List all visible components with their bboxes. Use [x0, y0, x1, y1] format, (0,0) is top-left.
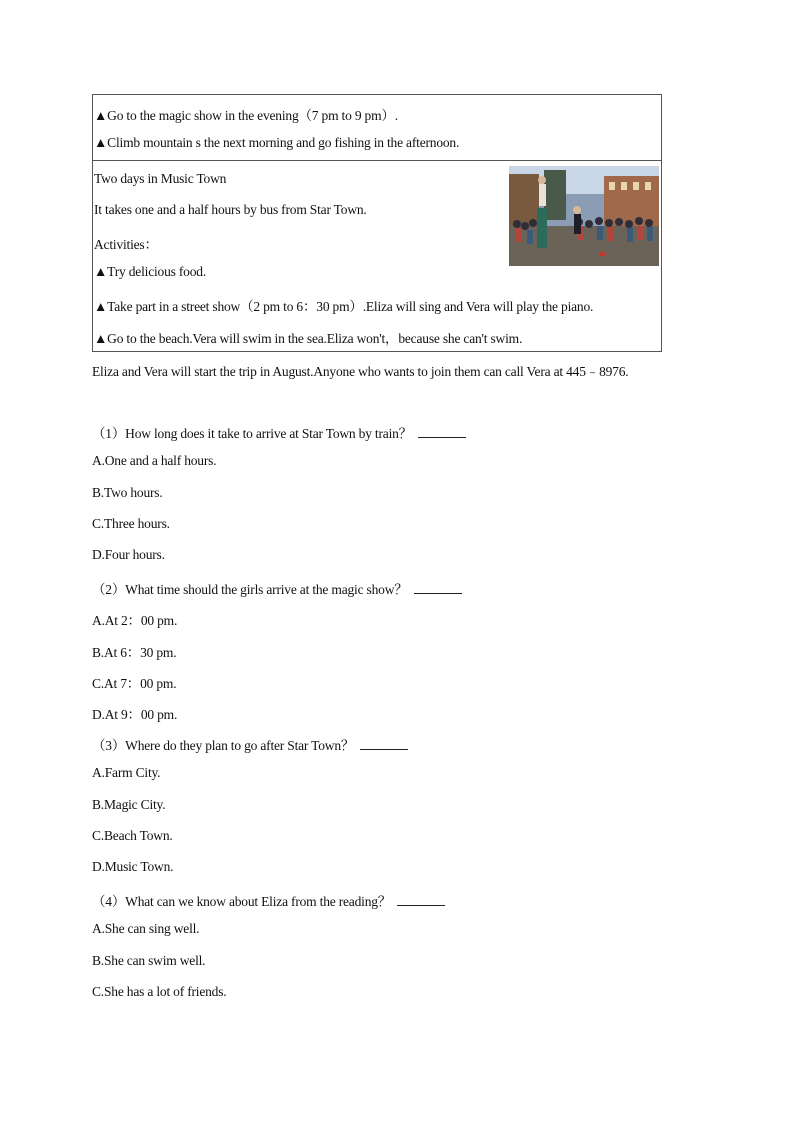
question-4-stem	[92, 890, 445, 910]
question-3-option-b: B.Magic City.	[92, 797, 166, 812]
question-text: （2）What time should the girls arrive at the magic show？	[92, 582, 408, 597]
street-show-photo	[509, 166, 659, 266]
question-3-option-d: D.Music Town.	[92, 859, 174, 874]
music-town-title: Two days in Music Town	[94, 171, 227, 186]
question-4-option-b: B.She can swim well.	[92, 953, 206, 968]
answer-blank[interactable]	[397, 894, 445, 906]
question-3-stem	[92, 734, 408, 754]
answer-blank[interactable]	[360, 738, 408, 750]
travel-info: It takes one and a half hours by bus from Star Town.	[94, 202, 367, 217]
plan-line-1: ▲Go to the magic show in the evening（7 pm to 9 pm）.	[94, 108, 398, 123]
question-2-option-d: D.At 9：00 pm.	[92, 707, 178, 722]
activity-food: ▲Try delicious food.	[94, 264, 206, 279]
question-text: （1）How long does it take to arrive at Star Town by train？	[92, 426, 412, 441]
question-2-option-b: B.At 6：30 pm.	[92, 645, 177, 660]
question-1-option-a: A.One and a half hours.	[92, 453, 217, 468]
trip-note: Eliza and Vera will start the trip in August.Anyone who wants to join them can call Vera at 445﹣8976.	[92, 364, 629, 379]
activity-street-show: ▲Take part in a street show（2 pm to 6：30 pm）.Eliza will sing and Vera will play the piano.	[94, 299, 594, 314]
question-4-option-a: A.She can sing well.	[92, 921, 200, 936]
answer-blank[interactable]	[418, 426, 466, 438]
answer-blank[interactable]	[414, 582, 462, 594]
question-2-option-a: A.At 2：00 pm.	[92, 613, 178, 628]
question-2-option-c: C.At 7：00 pm.	[92, 676, 177, 691]
question-1-option-b: B.Two hours.	[92, 485, 163, 500]
activity-beach: ▲Go to the beach.Vera will swim in the sea.Eliza won't，because she can't swim.	[94, 331, 523, 346]
question-3-option-c: C.Beach Town.	[92, 828, 173, 843]
question-1-option-c: C.Three hours.	[92, 516, 170, 531]
question-4-option-c: C.She has a lot of friends.	[92, 984, 227, 999]
question-1-option-d: D.Four hours.	[92, 547, 165, 562]
question-text: （3）Where do they plan to go after Star Town？	[92, 738, 355, 753]
plan-line-2: ▲Climb mountain s the next morning and go fishing in the afternoon.	[94, 135, 460, 150]
question-2-stem	[92, 578, 462, 598]
question-3-option-a: A.Farm City.	[92, 765, 161, 780]
question-1-stem	[92, 422, 466, 442]
question-text: （4）What can we know about Eliza from the reading？	[92, 894, 392, 909]
activities-label: Activities：	[94, 237, 158, 252]
